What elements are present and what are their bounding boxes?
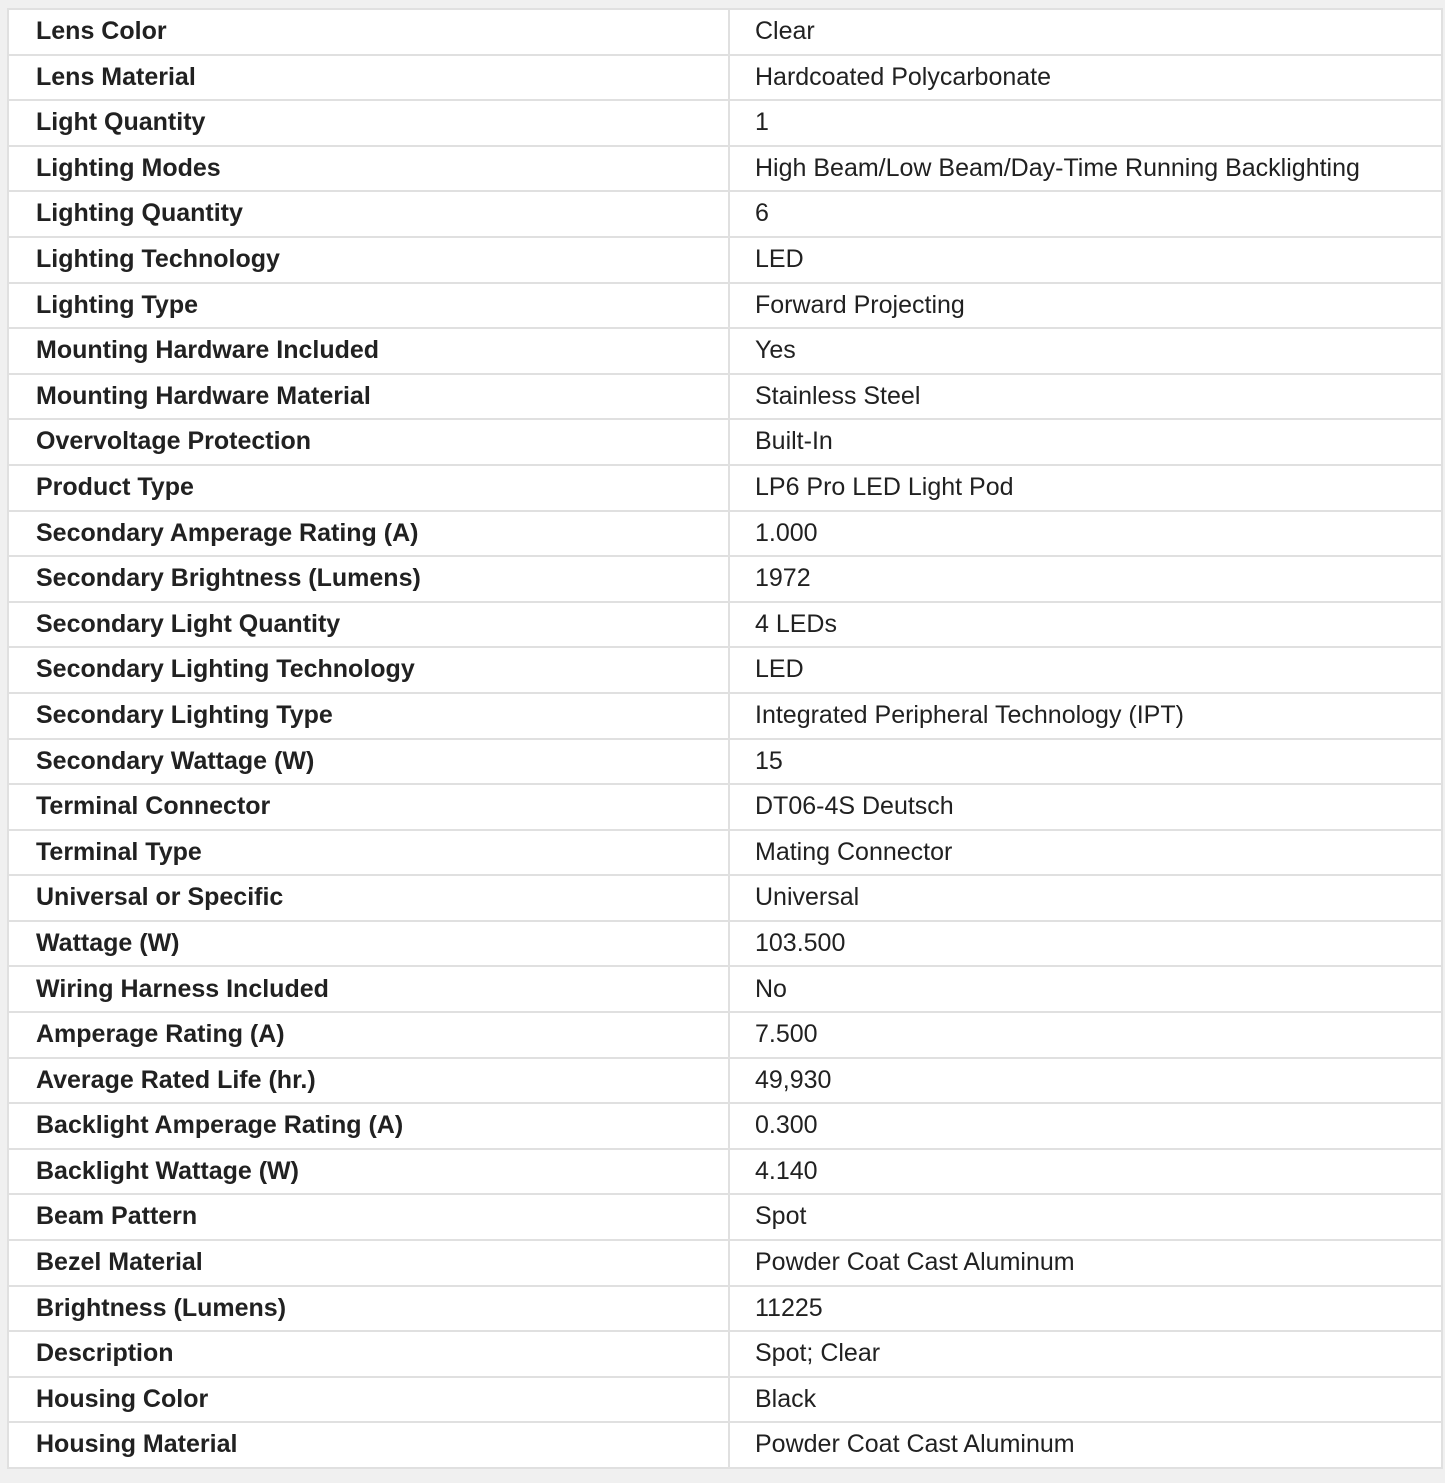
table-row <box>9 1013 1441 1059</box>
table-row <box>9 101 1441 147</box>
spec-value: 4 LEDs <box>728 603 1441 647</box>
table-row <box>9 56 1441 102</box>
spec-label: Wattage (W) <box>36 929 180 957</box>
spec-value: 15 <box>728 740 1441 784</box>
table-row <box>9 238 1441 284</box>
spec-label: Secondary Wattage (W) <box>36 747 315 775</box>
spec-label: Terminal Connector <box>36 793 271 821</box>
table-row <box>9 1423 1441 1469</box>
spec-value: No <box>728 967 1441 1011</box>
spec-value: Clear <box>728 10 1441 54</box>
spec-label: Lighting Quantity <box>36 200 243 228</box>
spec-label: Lighting Type <box>36 291 199 319</box>
spec-label: Mounting Hardware Included <box>36 337 380 365</box>
spec-label: Average Rated Life (hr.) <box>36 1066 316 1094</box>
spec-label: Lighting Technology <box>36 246 280 274</box>
table-row <box>9 694 1441 740</box>
table-row <box>9 557 1441 603</box>
spec-label: Housing Color <box>36 1385 209 1413</box>
spec-value: Powder Coat Cast Aluminum <box>728 1241 1441 1285</box>
table-row <box>9 1195 1441 1241</box>
spec-label: Secondary Light Quantity <box>36 610 341 638</box>
spec-value: 11225 <box>728 1287 1441 1331</box>
spec-value: Integrated Peripheral Technology (IPT) <box>728 694 1441 738</box>
spec-value: LED <box>728 238 1441 282</box>
table-row <box>9 603 1441 649</box>
table-row <box>9 512 1441 558</box>
spec-label: Brightness (Lumens) <box>36 1294 287 1322</box>
spec-label: Backlight Amperage Rating (A) <box>36 1112 404 1140</box>
table-row <box>9 1059 1441 1105</box>
table-row <box>9 1150 1441 1196</box>
table-row <box>9 1287 1441 1333</box>
spec-label: Secondary Amperage Rating (A) <box>36 519 419 547</box>
table-row <box>9 1241 1441 1287</box>
table-row <box>9 147 1441 193</box>
table-row <box>9 876 1441 922</box>
spec-value: Built-In <box>728 420 1441 464</box>
spec-label: Secondary Lighting Type <box>36 701 333 729</box>
table-row <box>9 10 1441 56</box>
spec-label: Terminal Type <box>36 838 202 866</box>
spec-value: Hardcoated Polycarbonate <box>728 56 1441 100</box>
product-spec-table <box>7 8 1443 1469</box>
table-row <box>9 192 1441 238</box>
table-row <box>9 1378 1441 1424</box>
spec-value: High Beam/Low Beam/Day-Time Running Backlighting <box>728 147 1441 191</box>
table-row <box>9 284 1441 330</box>
spec-label: Lens Color <box>36 18 167 46</box>
table-row <box>9 375 1441 421</box>
spec-label: Mounting Hardware Material <box>36 382 371 410</box>
spec-value: Yes <box>728 329 1441 373</box>
spec-label: Universal or Specific <box>36 884 284 912</box>
spec-label: Bezel Material <box>36 1249 203 1277</box>
table-row <box>9 1332 1441 1378</box>
table-row <box>9 740 1441 786</box>
spec-value: 4.140 <box>728 1150 1441 1194</box>
spec-label: Product Type <box>36 473 194 501</box>
table-row <box>9 922 1441 968</box>
spec-label: Wiring Harness Included <box>36 975 329 1003</box>
spec-value: 7.500 <box>728 1013 1441 1057</box>
spec-label: Backlight Wattage (W) <box>36 1157 299 1185</box>
spec-value: 1972 <box>728 557 1441 601</box>
spec-value: DT06-4S Deutsch <box>728 785 1441 829</box>
spec-label: Lens Material <box>36 63 196 91</box>
spec-value: Spot <box>728 1195 1441 1239</box>
spec-label: Secondary Brightness (Lumens) <box>36 565 421 593</box>
table-row <box>9 967 1441 1013</box>
table-row <box>9 420 1441 466</box>
spec-value: Powder Coat Cast Aluminum <box>728 1423 1441 1467</box>
table-row <box>9 466 1441 512</box>
spec-label: Description <box>36 1340 174 1368</box>
table-row <box>9 831 1441 877</box>
spec-value: Mating Connector <box>728 831 1441 875</box>
table-row <box>9 329 1441 375</box>
spec-value: Spot; Clear <box>728 1332 1441 1376</box>
spec-label: Beam Pattern <box>36 1203 198 1231</box>
spec-value: 0.300 <box>728 1104 1441 1148</box>
spec-value: 1 <box>728 101 1441 145</box>
spec-label: Lighting Modes <box>36 154 221 182</box>
spec-label: Light Quantity <box>36 109 206 137</box>
spec-value: 6 <box>728 192 1441 236</box>
spec-label: Overvoltage Protection <box>36 428 312 456</box>
table-row <box>9 785 1441 831</box>
spec-value: Stainless Steel <box>728 375 1441 419</box>
spec-label: Amperage Rating (A) <box>36 1021 285 1049</box>
spec-value: LED <box>728 648 1441 692</box>
spec-label: Housing Material <box>36 1431 238 1459</box>
table-row <box>9 648 1441 694</box>
spec-value: Black <box>728 1378 1441 1422</box>
spec-value: 103.500 <box>728 922 1441 966</box>
spec-value: Universal <box>728 876 1441 920</box>
spec-value: Forward Projecting <box>728 284 1441 328</box>
spec-value: 49,930 <box>728 1059 1441 1103</box>
spec-value: 1.000 <box>728 512 1441 556</box>
table-row <box>9 1104 1441 1150</box>
spec-value: LP6 Pro LED Light Pod <box>728 466 1441 510</box>
spec-label: Secondary Lighting Technology <box>36 656 415 684</box>
